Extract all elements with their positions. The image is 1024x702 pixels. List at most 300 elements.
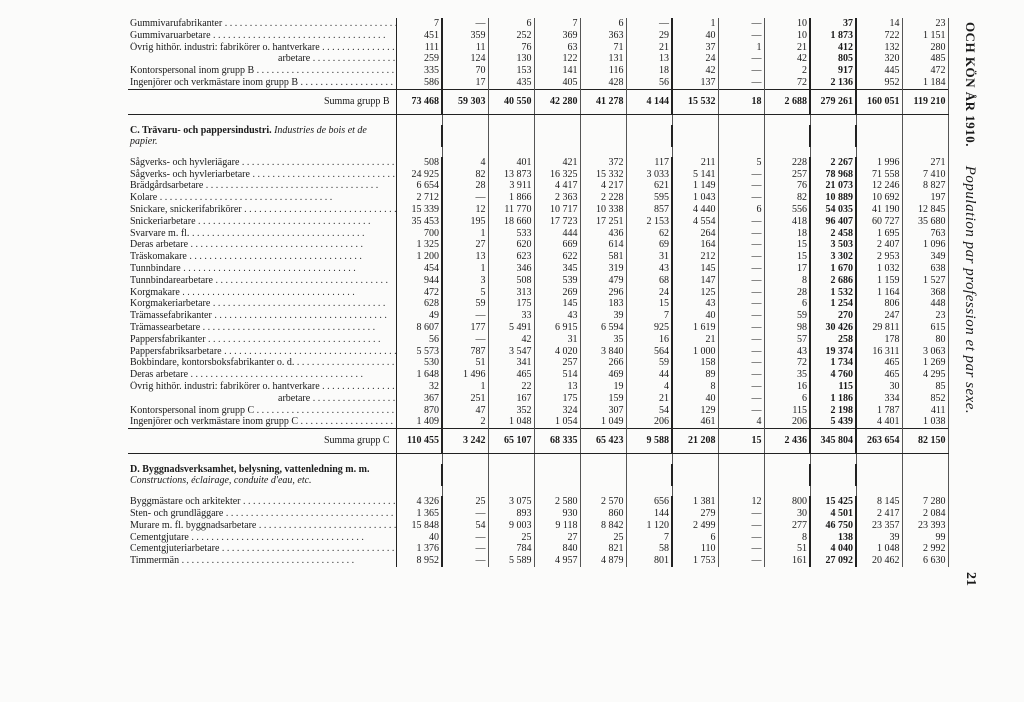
- value-cell: 40: [672, 30, 718, 42]
- value-cell: 153: [488, 65, 534, 77]
- row-label: Korgmakare . . .: [128, 287, 396, 299]
- table-row: [128, 496, 948, 508]
- value-cell: 30: [856, 381, 902, 393]
- value-cell: 13: [442, 251, 488, 263]
- value-cell: 8: [672, 381, 718, 393]
- row-label: Ingenjörer och verkmästare inom grupp B . . .: [128, 77, 396, 89]
- value-cell: 4 417: [534, 180, 580, 192]
- value-cell: 116: [580, 65, 626, 77]
- value-cell: 307: [580, 405, 626, 417]
- summa-value: 68 335: [534, 429, 580, 454]
- value-cell: 12: [442, 204, 488, 216]
- value-cell: 2 198: [810, 405, 856, 417]
- value-cell: 448: [902, 298, 948, 310]
- value-cell: —: [718, 322, 764, 334]
- value-cell: 80: [902, 334, 948, 346]
- value-cell: 5 491: [488, 322, 534, 334]
- value-cell: 2: [764, 65, 810, 77]
- empty-cell: [718, 464, 764, 486]
- value-cell: 428: [580, 77, 626, 89]
- table-row: [128, 228, 948, 240]
- value-cell: 258: [810, 334, 856, 346]
- value-cell: 161: [764, 555, 810, 567]
- value-cell: 8: [764, 532, 810, 544]
- value-cell: 15 848: [396, 520, 442, 532]
- value-cell: 21: [626, 42, 672, 54]
- row-label: Brädgårdsarbetare . . .: [128, 180, 396, 192]
- value-cell: 21: [672, 334, 718, 346]
- value-cell: 1 032: [856, 263, 902, 275]
- value-cell: 2 570: [580, 496, 626, 508]
- empty-cell: [580, 464, 626, 486]
- value-cell: 628: [396, 298, 442, 310]
- value-cell: 43: [672, 298, 718, 310]
- value-cell: 944: [396, 275, 442, 287]
- value-cell: 485: [902, 53, 948, 65]
- value-cell: 1 527: [902, 275, 948, 287]
- value-cell: 125: [672, 287, 718, 299]
- value-cell: 870: [396, 405, 442, 417]
- value-cell: 595: [626, 192, 672, 204]
- row-label: Snickeriarbetare . . .: [128, 216, 396, 228]
- value-cell: 175: [488, 298, 534, 310]
- value-cell: 85: [902, 381, 948, 393]
- value-cell: 4 020: [534, 346, 580, 358]
- value-cell: 40: [672, 393, 718, 405]
- value-cell: 122: [534, 53, 580, 65]
- row-label: Gummivaruarbetare . . .: [128, 30, 396, 42]
- value-cell: 472: [902, 65, 948, 77]
- value-cell: 24: [672, 53, 718, 65]
- value-cell: 801: [626, 555, 672, 567]
- empty-cell: [488, 125, 534, 147]
- value-cell: 30 426: [810, 322, 856, 334]
- row-label: Murare m. fl. byggnadsarbetare . . .: [128, 520, 396, 532]
- value-cell: 451: [396, 30, 442, 42]
- value-cell: 4 879: [580, 555, 626, 567]
- value-cell: 1: [442, 228, 488, 240]
- spacer-row: [128, 454, 948, 465]
- summa-value: 73 468: [396, 89, 442, 114]
- value-cell: —: [718, 393, 764, 405]
- table-row: [128, 310, 948, 322]
- value-cell: 7 410: [902, 169, 948, 181]
- value-cell: 1: [718, 42, 764, 54]
- value-cell: 2 136: [810, 77, 856, 89]
- value-cell: 15 332: [580, 169, 626, 181]
- value-cell: —: [442, 334, 488, 346]
- value-cell: 42: [764, 53, 810, 65]
- value-cell: 17: [442, 77, 488, 89]
- value-cell: 530: [396, 357, 442, 369]
- empty-cell: [626, 464, 672, 486]
- row-label: arbetare . . .: [128, 53, 396, 65]
- value-cell: 25: [580, 532, 626, 544]
- value-cell: 925: [626, 322, 672, 334]
- value-cell: 71: [580, 42, 626, 54]
- value-cell: 8: [764, 275, 810, 287]
- value-cell: 141: [534, 65, 580, 77]
- value-cell: 28: [442, 180, 488, 192]
- summa-value: 9 588: [626, 429, 672, 454]
- value-cell: 2 458: [810, 228, 856, 240]
- table-row: [128, 381, 948, 393]
- value-cell: —: [718, 520, 764, 532]
- table-row: [128, 357, 948, 369]
- summa-value: 345 804: [810, 429, 856, 454]
- value-cell: 10: [764, 18, 810, 30]
- section-heading-sv: D. Byggnadsverksamhet, belysning, vattenledning m. m.: [130, 464, 370, 476]
- value-cell: 269: [534, 287, 580, 299]
- row-label: Byggmästare och arkitekter . . .: [128, 496, 396, 508]
- value-cell: 76: [488, 42, 534, 54]
- value-cell: 320: [856, 53, 902, 65]
- value-cell: 2 267: [810, 157, 856, 169]
- value-cell: 1 325: [396, 239, 442, 251]
- value-cell: —: [718, 508, 764, 520]
- row-label: Timmermän . . .: [128, 555, 396, 567]
- row-label: Snickare, snickerifabrikörer . . .: [128, 204, 396, 216]
- value-cell: 6: [764, 298, 810, 310]
- value-cell: 62: [626, 228, 672, 240]
- value-cell: 436: [580, 228, 626, 240]
- value-cell: 614: [580, 239, 626, 251]
- table-row: [128, 42, 948, 54]
- table-row: [128, 251, 948, 263]
- summa-value: 279 261: [810, 89, 856, 114]
- value-cell: 893: [488, 508, 534, 520]
- value-cell: 145: [534, 298, 580, 310]
- value-cell: 23: [902, 310, 948, 322]
- value-cell: —: [442, 192, 488, 204]
- value-cell: 164: [672, 239, 718, 251]
- value-cell: 6: [672, 532, 718, 544]
- summa-value: 65 423: [580, 429, 626, 454]
- table-row: [128, 543, 948, 555]
- row-label: Sågverks- och hyvleriarbetare . . .: [128, 169, 396, 181]
- value-cell: 821: [580, 543, 626, 555]
- value-cell: —: [718, 357, 764, 369]
- value-cell: 27: [442, 239, 488, 251]
- empty-cell: [442, 464, 488, 486]
- value-cell: 508: [488, 275, 534, 287]
- value-cell: 27: [534, 532, 580, 544]
- row-label: Sågverks- och hyvleriägare . . .: [128, 157, 396, 169]
- table-row: [128, 532, 948, 544]
- value-cell: 31: [626, 251, 672, 263]
- value-cell: —: [718, 216, 764, 228]
- value-cell: 89: [672, 369, 718, 381]
- spacer-row: [128, 486, 948, 496]
- row-label: Sten- och grundläggare . . .: [128, 508, 396, 520]
- value-cell: 1 753: [672, 555, 718, 567]
- value-cell: 461: [672, 416, 718, 428]
- value-cell: 7: [626, 310, 672, 322]
- empty-cell: [810, 125, 856, 147]
- value-cell: 1 200: [396, 251, 442, 263]
- page-number: 21: [963, 572, 978, 586]
- value-cell: 1 151: [902, 30, 948, 42]
- value-cell: —: [718, 275, 764, 287]
- value-cell: 24: [626, 287, 672, 299]
- value-cell: 5 589: [488, 555, 534, 567]
- summa-value: 59 303: [442, 89, 488, 114]
- value-cell: 1 787: [856, 405, 902, 417]
- value-cell: 806: [856, 298, 902, 310]
- table-row: [128, 77, 948, 89]
- table-row: [128, 157, 948, 169]
- value-cell: 1 734: [810, 357, 856, 369]
- table-row: [128, 298, 948, 310]
- value-cell: 445: [856, 65, 902, 77]
- value-cell: —: [718, 381, 764, 393]
- table-row: [128, 405, 948, 417]
- value-cell: 539: [534, 275, 580, 287]
- value-cell: 35 680: [902, 216, 948, 228]
- value-cell: 59: [626, 357, 672, 369]
- value-cell: 3 033: [626, 169, 672, 181]
- value-cell: 54: [626, 405, 672, 417]
- value-cell: 2 363: [534, 192, 580, 204]
- value-cell: 129: [672, 405, 718, 417]
- value-cell: —: [718, 287, 764, 299]
- value-cell: 1 381: [672, 496, 718, 508]
- value-cell: 72: [764, 357, 810, 369]
- value-cell: 581: [580, 251, 626, 263]
- value-cell: 132: [856, 42, 902, 54]
- value-cell: 533: [488, 228, 534, 240]
- value-cell: 324: [534, 405, 580, 417]
- value-cell: —: [718, 65, 764, 77]
- value-cell: 37: [810, 18, 856, 30]
- empty-cell: [856, 464, 902, 486]
- value-cell: 1 184: [902, 77, 948, 89]
- empty-cell: [534, 464, 580, 486]
- value-cell: 82: [442, 169, 488, 181]
- table-row: [128, 508, 948, 520]
- value-cell: 1 996: [856, 157, 902, 169]
- summa-value: 42 280: [534, 89, 580, 114]
- value-cell: 411: [902, 405, 948, 417]
- value-cell: 669: [534, 239, 580, 251]
- section-heading-row: [128, 125, 948, 147]
- value-cell: 3 063: [902, 346, 948, 358]
- value-cell: 257: [534, 357, 580, 369]
- value-cell: 1 000: [672, 346, 718, 358]
- value-cell: 8 827: [902, 180, 948, 192]
- value-cell: 145: [672, 263, 718, 275]
- value-cell: 5 141: [672, 169, 718, 181]
- value-cell: 17 723: [534, 216, 580, 228]
- value-cell: 840: [534, 543, 580, 555]
- value-cell: 56: [626, 77, 672, 89]
- value-cell: 16 311: [856, 346, 902, 358]
- value-cell: 72: [764, 77, 810, 89]
- table-row: [128, 53, 948, 65]
- value-cell: 1 619: [672, 322, 718, 334]
- row-label: Tunnbindare . . .: [128, 263, 396, 275]
- value-cell: 266: [580, 357, 626, 369]
- section-heading: [128, 464, 396, 486]
- value-cell: 615: [902, 322, 948, 334]
- value-cell: 17 251: [580, 216, 626, 228]
- value-cell: 13: [534, 381, 580, 393]
- value-cell: 98: [764, 322, 810, 334]
- value-cell: 1 048: [488, 416, 534, 428]
- value-cell: 1 866: [488, 192, 534, 204]
- value-cell: 131: [580, 53, 626, 65]
- value-cell: 368: [902, 287, 948, 299]
- value-cell: 1 648: [396, 369, 442, 381]
- value-cell: 15: [764, 239, 810, 251]
- value-cell: 82: [764, 192, 810, 204]
- value-cell: 4: [442, 157, 488, 169]
- value-cell: 1 049: [580, 416, 626, 428]
- value-cell: 15: [626, 298, 672, 310]
- summa-label: Summa grupp C: [128, 429, 396, 454]
- table-row: [128, 322, 948, 334]
- value-cell: —: [718, 555, 764, 567]
- value-cell: 7 280: [902, 496, 948, 508]
- value-cell: 556: [764, 204, 810, 216]
- value-cell: 4 760: [810, 369, 856, 381]
- value-cell: 40: [672, 310, 718, 322]
- table-row: [128, 204, 948, 216]
- value-cell: 12 845: [902, 204, 948, 216]
- value-cell: 21: [626, 393, 672, 405]
- value-cell: 8 145: [856, 496, 902, 508]
- table-row: [128, 239, 948, 251]
- value-cell: —: [718, 77, 764, 89]
- value-cell: 212: [672, 251, 718, 263]
- value-cell: 359: [442, 30, 488, 42]
- value-cell: 167: [488, 393, 534, 405]
- summa-value: 15 532: [672, 89, 718, 114]
- value-cell: 1 048: [856, 543, 902, 555]
- value-cell: 656: [626, 496, 672, 508]
- summa-value: 119 210: [902, 89, 948, 114]
- value-cell: 251: [442, 393, 488, 405]
- table-row: [128, 30, 948, 42]
- value-cell: 564: [626, 346, 672, 358]
- empty-cell: [626, 125, 672, 147]
- value-cell: 1 096: [902, 239, 948, 251]
- value-cell: 277: [764, 520, 810, 532]
- value-cell: 1: [672, 18, 718, 30]
- value-cell: 178: [856, 334, 902, 346]
- value-cell: 620: [488, 239, 534, 251]
- value-cell: 1 670: [810, 263, 856, 275]
- value-cell: 1 159: [856, 275, 902, 287]
- value-cell: 2 228: [580, 192, 626, 204]
- value-cell: 4 217: [580, 180, 626, 192]
- value-cell: 372: [580, 157, 626, 169]
- value-cell: 158: [672, 357, 718, 369]
- value-cell: —: [442, 532, 488, 544]
- value-cell: 117: [626, 157, 672, 169]
- empty-cell: [764, 464, 810, 486]
- value-cell: —: [718, 251, 764, 263]
- value-cell: 2 953: [856, 251, 902, 263]
- value-cell: 586: [396, 77, 442, 89]
- value-cell: 6: [718, 204, 764, 216]
- value-cell: 115: [810, 381, 856, 393]
- section-heading-fr: Industries de bois et de papier.: [130, 124, 367, 147]
- value-cell: 49: [396, 310, 442, 322]
- summa-value: 2 688: [764, 89, 810, 114]
- summa-value: 65 107: [488, 429, 534, 454]
- value-cell: 110: [672, 543, 718, 555]
- value-cell: 412: [810, 42, 856, 54]
- value-cell: —: [442, 310, 488, 322]
- value-cell: 4: [718, 416, 764, 428]
- value-cell: 2 499: [672, 520, 718, 532]
- spacer-row: [128, 147, 948, 157]
- value-cell: 3 302: [810, 251, 856, 263]
- value-cell: 257: [764, 169, 810, 181]
- value-cell: 11 770: [488, 204, 534, 216]
- value-cell: 4 295: [902, 369, 948, 381]
- value-cell: 51: [442, 357, 488, 369]
- value-cell: 59: [764, 310, 810, 322]
- value-cell: 29: [626, 30, 672, 42]
- table-body: [128, 18, 948, 567]
- value-cell: 10 692: [856, 192, 902, 204]
- row-label: Korgmakeriarbetare . . .: [128, 298, 396, 310]
- value-cell: 1 054: [534, 416, 580, 428]
- value-cell: 44: [626, 369, 672, 381]
- value-cell: 349: [902, 251, 948, 263]
- value-cell: 21 073: [810, 180, 856, 192]
- value-cell: 2 417: [856, 508, 902, 520]
- summa-value: 18: [718, 89, 764, 114]
- population-table: [128, 18, 949, 567]
- value-cell: 334: [856, 393, 902, 405]
- value-cell: 15 425: [810, 496, 856, 508]
- table-row: [128, 180, 948, 192]
- value-cell: 111: [396, 42, 442, 54]
- value-cell: —: [718, 405, 764, 417]
- value-cell: —: [718, 543, 764, 555]
- value-cell: 313: [488, 287, 534, 299]
- value-cell: 16 325: [534, 169, 580, 181]
- value-cell: —: [442, 555, 488, 567]
- value-cell: 130: [488, 53, 534, 65]
- value-cell: 479: [580, 275, 626, 287]
- value-cell: 70: [442, 65, 488, 77]
- value-cell: 47: [442, 405, 488, 417]
- row-label: Övrig hithör. industri: fabrikörer o. hantverkare . . .: [128, 381, 396, 393]
- value-cell: 1 186: [810, 393, 856, 405]
- table-row: [128, 18, 948, 30]
- value-cell: 19: [580, 381, 626, 393]
- empty-cell: [534, 125, 580, 147]
- table-row: [128, 192, 948, 204]
- value-cell: 465: [856, 357, 902, 369]
- value-cell: 264: [672, 228, 718, 240]
- value-cell: 1 376: [396, 543, 442, 555]
- value-cell: 352: [488, 405, 534, 417]
- value-cell: 10 717: [534, 204, 580, 216]
- summa-value: 82 150: [902, 429, 948, 454]
- value-cell: —: [718, 334, 764, 346]
- value-cell: —: [718, 169, 764, 181]
- empty-cell: [396, 125, 442, 147]
- value-cell: 3 840: [580, 346, 626, 358]
- value-cell: 15: [764, 251, 810, 263]
- value-cell: 16: [764, 381, 810, 393]
- value-cell: 1 496: [442, 369, 488, 381]
